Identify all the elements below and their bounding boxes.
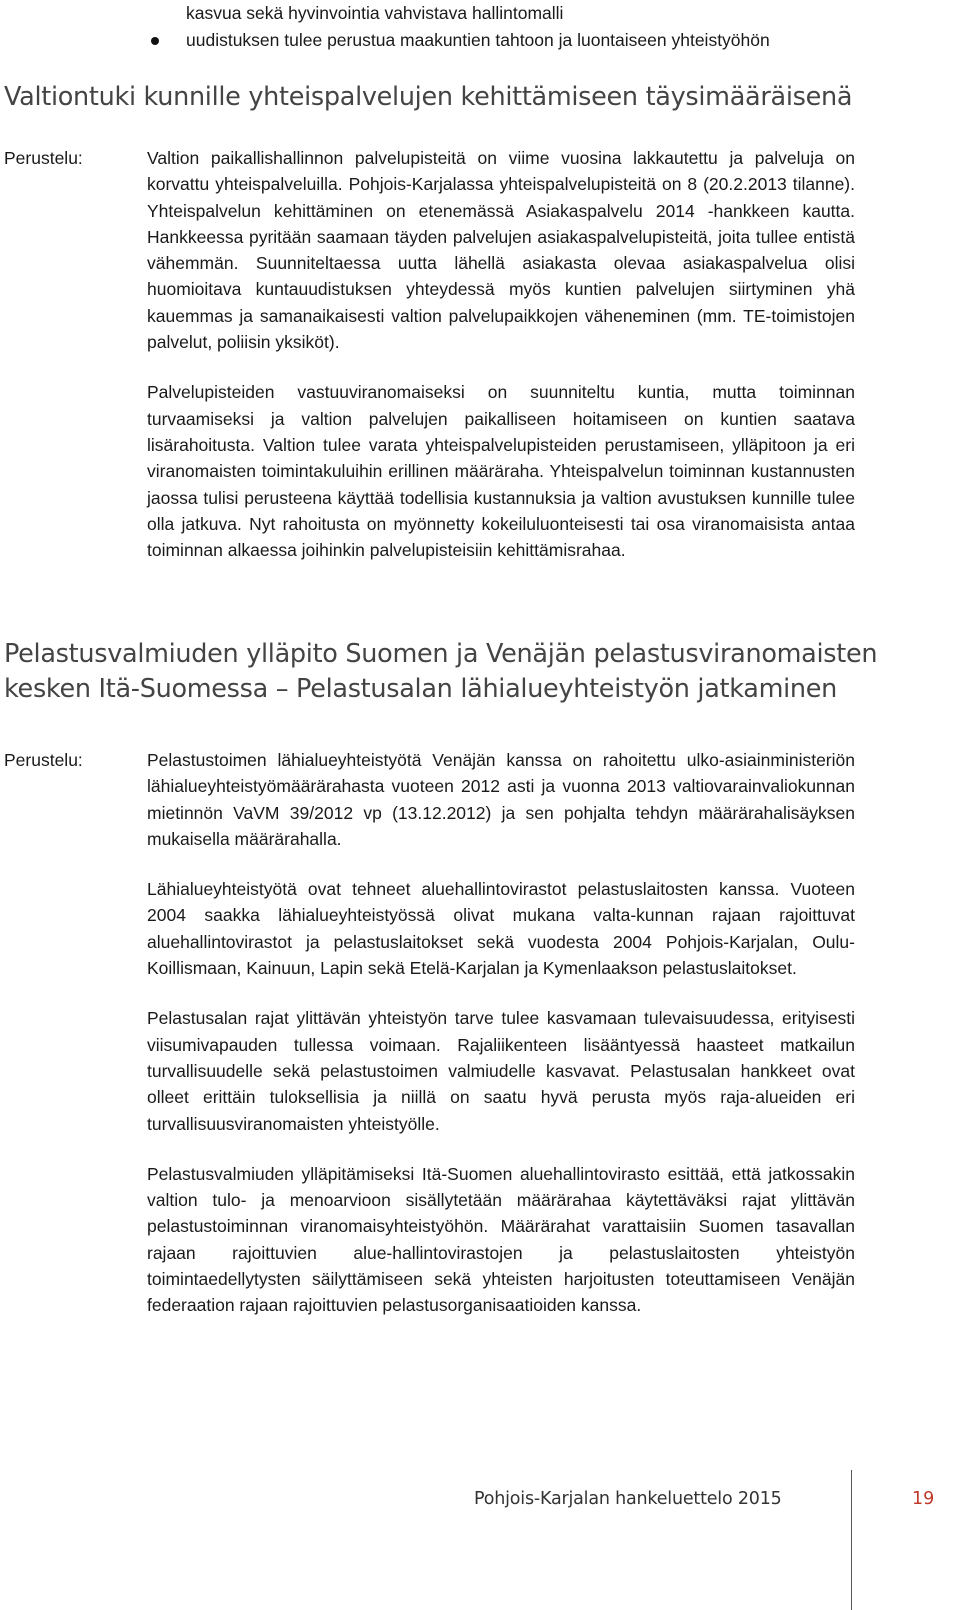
- page-number: 19: [912, 1489, 935, 1509]
- section-body: [147, 145, 855, 587]
- heading-line: Pelastusvalmiuden ylläpito Suomen ja Venäjän pelastusviranomaisten: [4, 639, 878, 669]
- section-heading: [4, 637, 954, 707]
- list-item: [150, 0, 940, 27]
- perustelu-label: Perustelu:: [4, 148, 83, 168]
- perustelu-label: Perustelu:: [4, 750, 83, 770]
- paragraph: Pelastusvalmiuden ylläpitämiseksi Itä-Suomen aluehallintovirasto esittää, että jatkossakin valtion tulo- ja menoarvioon sisällytetään määrärahaa käytettäväksi rajat ylittävän pelastustoiminnan viranomaisyhteistyöhön. Määrärahat varattaisiin Suomen tasavallan rajaan rajoittuvien alue-hallintovirastojen ja pelastuslaitosten yhteistyön toimintaedellytysten säilyttämiseen sekä yhteisten harjoitusten toteuttamiseen Venäjän federaation rajaan rajoittuvien pelastusorganisaatioiden kanssa.: [147, 1163, 855, 1316]
- heading-line: kesken Itä-Suomessa – Pelastusalan lähialueyhteistyön jatkaminen: [4, 674, 838, 704]
- footer-title: Pohjois-Karjalan hankeluettelo 2015: [474, 1489, 782, 1509]
- bullet-icon: [151, 37, 159, 45]
- section-heading: Valtiontuki kunnille yhteispalvelujen kehittämiseen täysimääräisenä: [4, 82, 853, 112]
- list-item: [150, 27, 940, 54]
- bullet-text: uudistuksen tulee perustua maakuntien tahtoon ja luontaiseen yhteistyöhön: [186, 30, 770, 50]
- section-body: [147, 747, 855, 1343]
- bullet-list: [150, 0, 940, 54]
- paragraph: Palvelupisteiden vastuuviranomaiseksi on suunniteltu kuntia, mutta toiminnan turvaamiseksi ja valtion palvelujen paikalliseen hoitamiseen on kuntien saatava lisärahoitusta. Valtion tulee varata yhteispalvelupisteiden perustamiseen, ylläpitoon ja eri viranomaisten toimintakuluihin erillinen määräraha. Yhteispalvelun toiminnan kustannusten jaossa tulisi perusteena käyttää todellisia kustannuksia ja valtion avustuksen kunnille tulee olla jatkuva. Nyt rahoitusta on myönnetty kokeiluluonteisesti tai osa viranomaisista antaa toiminnan alkaessa joihinkin palvelupisteisiin kehittämisrahaa.: [147, 382, 855, 561]
- bullet-text: kasvua sekä hyvinvointia vahvistava hallintomalli: [186, 3, 564, 23]
- paragraph: Pelastusalan rajat ylittävän yhteistyön tarve tulee kasvamaan tulevaisuudessa, erityisesti viisumivapauden tullessa voimaan. Rajaliikenteen lisääntyessä haasteet matkailun turvallisuudelle sekä pelastustoimen valmiudelle kasvavat. Pelastusalan hankkeet ovat olleet erittäin tuloksellisia ja niillä on saatu hyvä perusta myös raja-alueiden eri turvallisuusviranomaisten yhteistyölle.: [147, 1008, 855, 1134]
- paragraph: Valtion paikallishallinnon palvelupisteitä on viime vuosina lakkautettu ja palveluja on korvattu yhteispalveluilla. Pohjois-Karjalassa yhteispalvelupisteitä on 8 (20.2.2013 tilanne). Yhteispalvelun kehittäminen on etenemässä Asiakaspalvelu 2014 -hankkeen kautta. Hankkeessa pyritään saamaan täyden palvelujen asiakaspalvelupisteitä, joita tullee entistä vähemmän. Suunniteltaessa uutta lähellä asiakasta olevaa asiakaspalvelua olisi huomioitava kuntauudistuksen yhteydessä myös kuntien palvelujen siirtyminen yhä kauemmas ja samanaikaisesti valtion palvelupaikkojen väheneminen (mm. TE-toimistojen palvelut, poliisin yksiköt).: [147, 148, 855, 353]
- paragraph: Lähialueyhteistyötä ovat tehneet aluehallintovirastot pelastuslaitosten kanssa. Vuoteen 2004 saakka lähialueyhteistyössä olivat mukana valta-kunnan rajaan rajoittuvat aluehallintovirastot ja pelastuslaitokset sekä vuodesta 2004 Pohjois-Karjalan, Oulu-Koillismaan, Kainuun, Lapin sekä Etelä-Karjalan ja Kymenlaakson pelastuslaitokset.: [147, 879, 855, 979]
- paragraph: Pelastustoimen lähialueyhteistyötä Venäjän kanssa on rahoitettu ulko-asiainministeriön lähialueyhteistyömäärärahasta vuoteen 2012 asti ja vuonna 2013 valtiovarainvaliokunnan mietinnön VaVM 39/2012 vp (13.12.2012) ja sen pohjalta tehdyn määrärahalisäyksen mukaisella määrärahalla.: [147, 750, 855, 849]
- footer-divider: [851, 1470, 852, 1610]
